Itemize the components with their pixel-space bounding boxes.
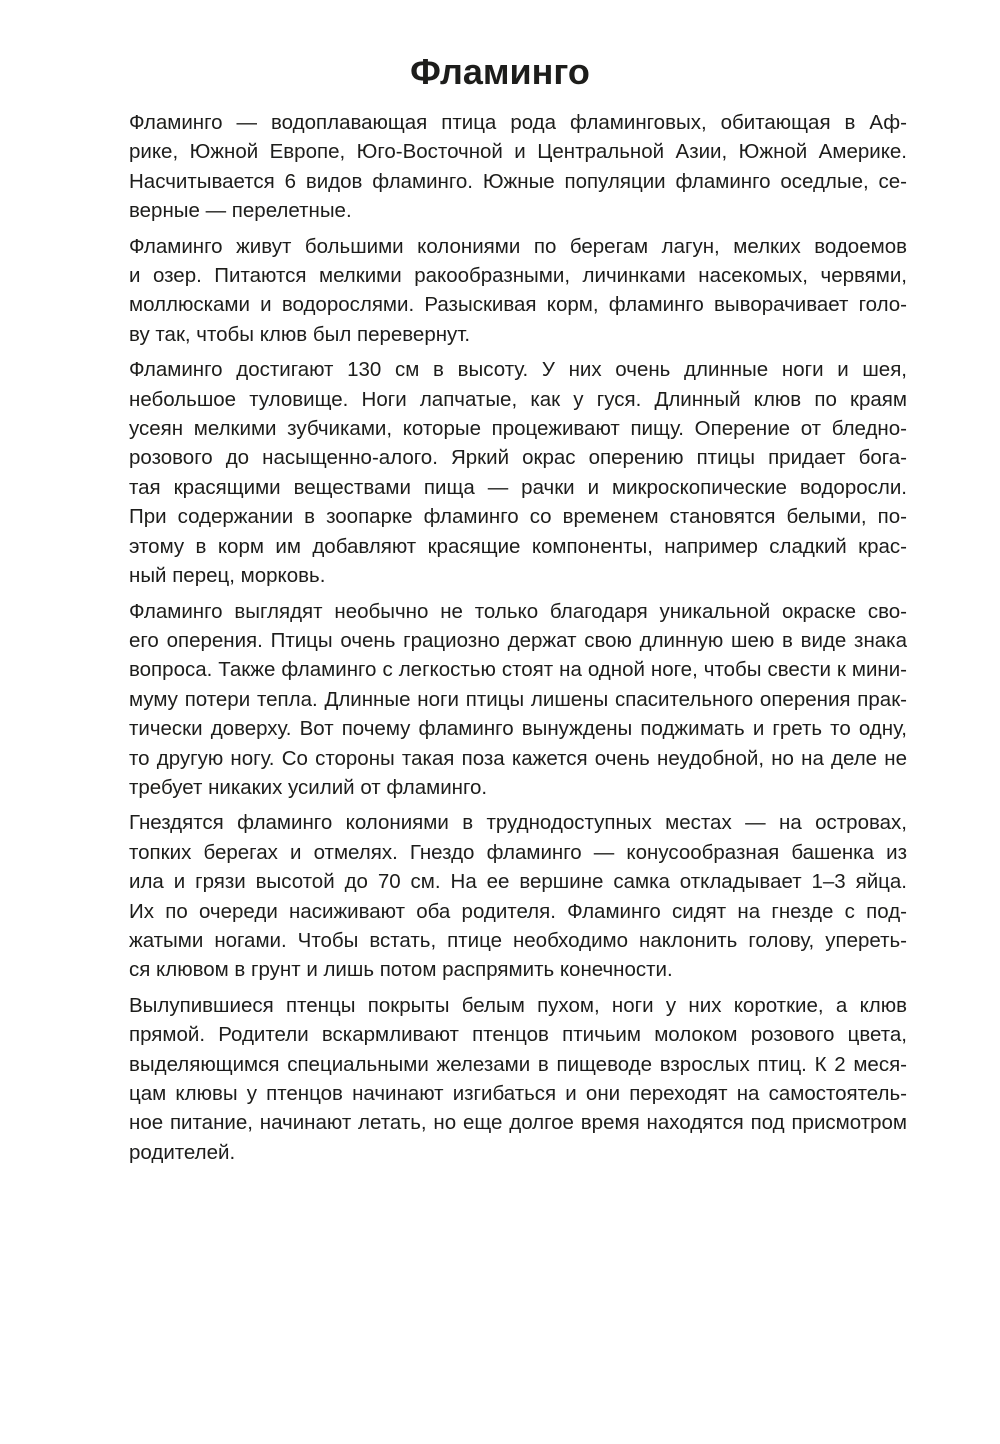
- text-line: верные — перелетные.: [129, 199, 352, 223]
- text-line: и озер. Питаются мелкими ракообразными, личинками насекомых, червями,: [129, 264, 907, 288]
- text-line: Фламинго выглядят необычно не только благодаря уникальной окраске сво-: [129, 599, 907, 623]
- paragraph-3: [99, 355, 907, 590]
- text-line: муму потери тепла. Длинные ноги птицы лишены спасительного оперения прак-: [129, 687, 907, 711]
- paragraph-5: [99, 808, 907, 984]
- text-line: цам клювы у птенцов начинают изгибаться и они переходят на самостоятель-: [129, 1082, 907, 1105]
- text-line: выделяющимся специальными железами в пищеводе взрослых птиц. К 2 меся-: [129, 1052, 907, 1076]
- text-line: ся клювом в грунт и лишь потом распрямить конечности.: [129, 958, 673, 982]
- paragraph-6: [99, 991, 907, 1167]
- text-line: Гнездятся фламинго колониями в труднодоступных местах — на островах,: [129, 811, 907, 835]
- text-line: топких берегах и отмелях. Гнездо фламинго — конусообразная башенка из: [129, 840, 907, 864]
- text-line: ное питание, начинают летать, но еще долгое время находятся под присмотром: [129, 1111, 907, 1135]
- text-line: ву так, чтобы клюв был перевернут.: [129, 322, 471, 346]
- text-line: тически доверху. Вот почему фламинго вынуждены поджимать и греть то одну,: [129, 717, 907, 741]
- text-line: Вылупившиеся птенцы покрыты белым пухом, ноги у них короткие, а клюв: [129, 993, 907, 1017]
- paragraph-4: [99, 597, 907, 803]
- text-line: ный перец, морковь.: [129, 564, 326, 588]
- text-line: Фламинго — водоплавающая птица рода фламинговых, обитающая в Аф-: [129, 111, 907, 134]
- text-line: ила и грязи высотой до 70 см. На ее вершине самка откладывает 1–3 яйца.: [129, 870, 907, 894]
- text-line: родителей.: [129, 1140, 236, 1164]
- text-line: жатыми ногами. Чтобы встать, птице необходимо наклонить голову, упереть-: [129, 928, 907, 952]
- text-line: моллюсками и водорослями. Разыскивая корм, фламинго выворачивает голо-: [129, 293, 907, 317]
- text-line: Фламинго живут большими колониями по берегам лагун, мелких водоемов: [129, 234, 907, 258]
- text-line: Их по очереди насиживают оба родителя. Фламинго сидят на гнезде с под-: [129, 899, 907, 923]
- text-line: этому в корм им добавляют красящие компоненты, например сладкий крас-: [129, 534, 907, 558]
- text-line: прямой. Родители вскармливают птенцов птичьим молоком розового цвета,: [129, 1023, 907, 1047]
- text-line: его оперения. Птицы очень грациозно держат свою длинную шею в виде знака: [129, 628, 907, 652]
- text-line: Фламинго достигают 130 см в высоту. У них очень длинные ноги и шея,: [129, 358, 907, 382]
- text-line: усеян мелкими зубчиками, которые процеживают пищу. Оперение от бледно-: [129, 417, 907, 441]
- text-line: При содержании в зоопарке фламинго со временем становятся белыми, по-: [129, 505, 907, 529]
- text-line: требует никаких усилий от фламинго.: [129, 775, 488, 799]
- page-title: Фламинго: [410, 51, 590, 92]
- text-line: розового до насыщенно-алого. Яркий окрас оперению птицы придает бога-: [129, 446, 907, 470]
- paragraph-1: [99, 108, 907, 226]
- text-line: рике, Южной Европе, Юго-Восточной и Центральной Азии, Южной Америке.: [129, 140, 907, 164]
- text-line: то другую ногу. Со стороны такая поза кажется очень неудобной, но на деле не: [129, 746, 907, 770]
- text-line: Насчитывается 6 видов фламинго. Южные популяции фламинго оседлые, се-: [129, 169, 907, 193]
- text-line: вопроса. Также фламинго с легкостью стоят на одной ноге, чтобы свести к мини-: [129, 658, 907, 682]
- paragraph-2: [99, 232, 907, 350]
- text-line: тая красящими веществами пища — рачки и микроскопические водоросли.: [129, 475, 907, 499]
- text-line: небольшое туловище. Ноги лапчатые, как у гуся. Длинный клюв по краям: [129, 387, 907, 411]
- article-body: [99, 108, 907, 1173]
